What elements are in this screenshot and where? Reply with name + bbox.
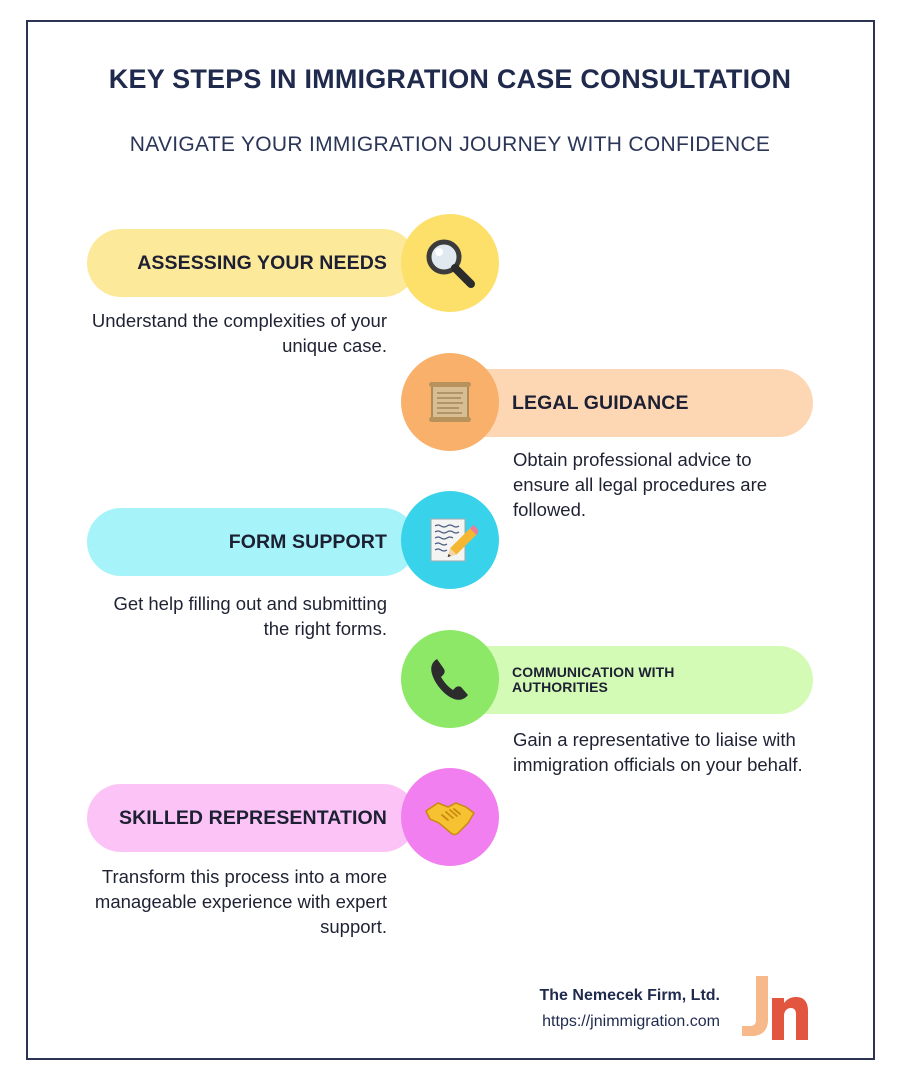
- step-description: Obtain professional advice to ensure all legal procedures are followed.: [513, 449, 768, 520]
- step-label: LEGAL GUIDANCE: [512, 391, 689, 414]
- step-label: COMMUNICATION WITH AUTHORITIES: [512, 664, 675, 695]
- step-pill-communication: [450, 646, 813, 714]
- firm-logo: [738, 972, 812, 1044]
- step-circle-communication: [401, 630, 499, 728]
- step-description: Gain a representative to liaise with immigration officials on your behalf.: [513, 729, 803, 775]
- step-pill-representation: [87, 784, 417, 852]
- step-circle-representation: [401, 768, 499, 866]
- step-pill-legal: [450, 369, 813, 437]
- step-circle-assessing: [401, 214, 499, 312]
- step-description: Understand the complexities of your unique case.: [91, 310, 387, 356]
- firm-name: The Nemecek Firm, Ltd.: [539, 987, 720, 1004]
- step-description: Transform this process into a more manageable experience with expert support.: [94, 866, 387, 937]
- step-label: FORM SUPPORT: [228, 530, 387, 553]
- step-pill-assessing: [87, 229, 417, 297]
- page-subtitle: NAVIGATE YOUR IMMIGRATION JOURNEY WITH CONFIDENCE: [129, 133, 771, 156]
- memo-pencil-icon: [422, 512, 478, 568]
- telephone-icon: [422, 651, 478, 707]
- step-pill-form: [87, 508, 417, 576]
- handshake-icon: [422, 789, 478, 845]
- step-label: ASSESSING YOUR NEEDS: [137, 251, 387, 274]
- firm-url[interactable]: https://jnimmigration.com: [542, 1013, 720, 1030]
- scroll-icon: [422, 374, 478, 430]
- step-description: Get help filling out and submitting the right forms.: [113, 593, 387, 639]
- magnifying-glass-icon: [422, 235, 478, 291]
- step-circle-form: [401, 491, 499, 589]
- page-title: KEY STEPS IN IMMIGRATION CASE CONSULTATION: [108, 64, 792, 94]
- step-circle-legal: [401, 353, 499, 451]
- step-label: SKILLED REPRESENTATION: [119, 806, 387, 829]
